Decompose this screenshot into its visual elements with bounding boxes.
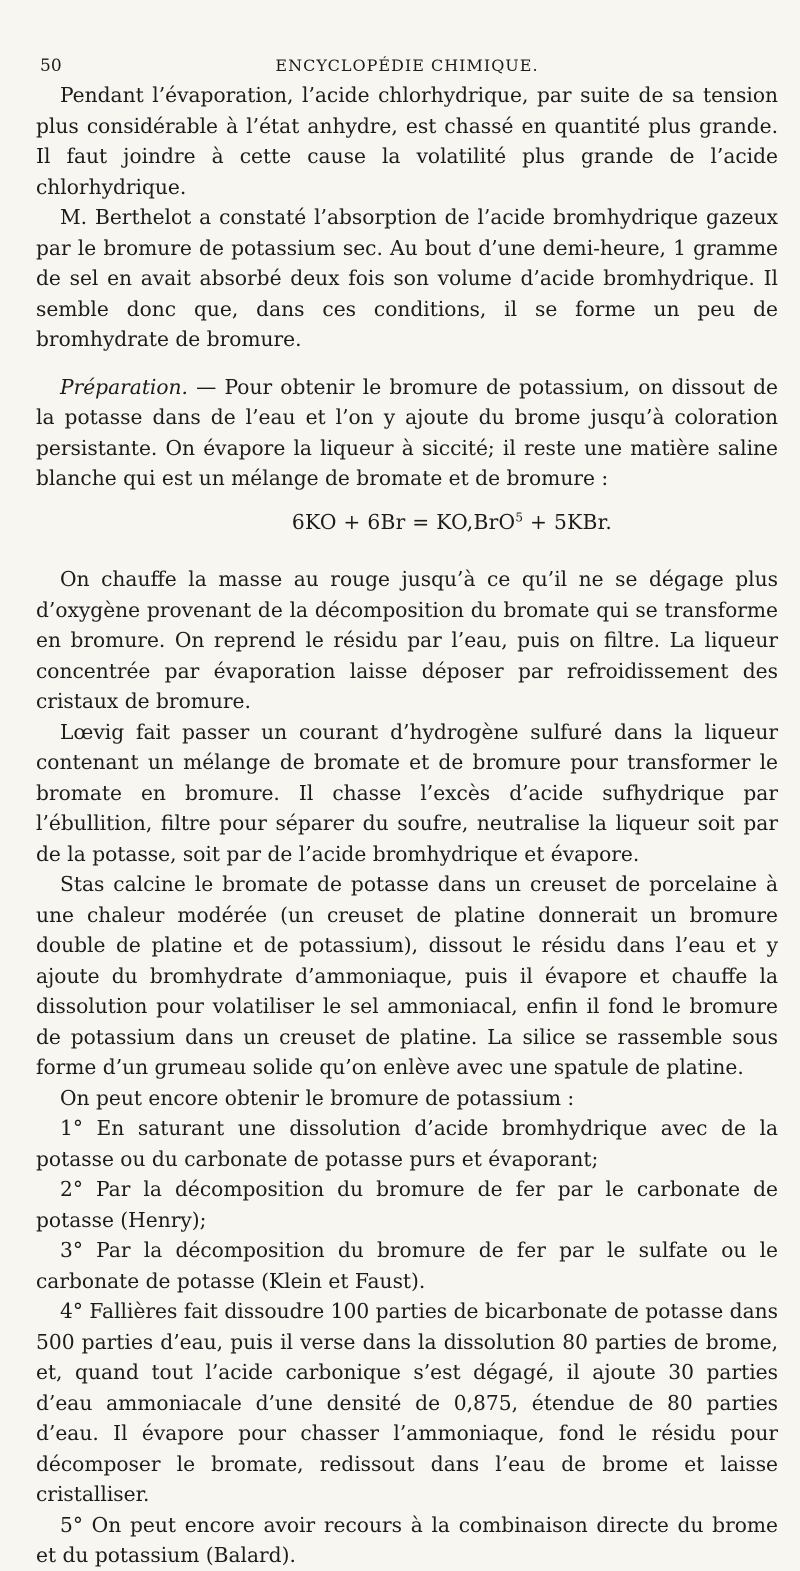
document-page (36, 50, 778, 1571)
chemical-equation (36, 507, 778, 538)
paragraph-evaporation: Pendant l’évaporation, l’acide chlorhydrique, par suite de sa tension plus considérable à l’état anhydre, est chassé en quantité plus grande. Il faut joindre à cette cause la volatilité plus grande de l’acide chlorhydrique. (36, 83, 778, 199)
body-text (36, 80, 778, 1571)
paragraph-method-3: 3° Par la décomposition du bromure de fer par le sulfate ou le carbonate de potasse (Klein et Faust). (36, 1238, 778, 1293)
paragraph-method-1: 1° En saturant une dissolution d’acide bromhydrique avec de la potasse ou du carbonate de potasse purs et évaporant; (36, 1116, 778, 1171)
paragraph-stas: Stas calcine le bromate de potasse dans un creuset de porcelaine à une chaleur modérée (un creuset de platine donnerait un bromure double de platine et de potassium), dissout le résidu dans l’eau et y ajoute du bromhydrate d’ammoniaque, puis il évapore et chauffe la dissolution pour volatiliser le sel ammoniacal, enfin il fond le bromure de potassium dans un creuset de platine. La silice se rassemble sous forme d’un grumeau solide qu’on enlève avec une spatule de platine. (36, 872, 778, 1079)
paragraph-method-4: 4° Fallières fait dissoudre 100 parties de bicarbonate de potasse dans 500 parties d’eau, puis il verse dans la dissolution 80 parties de brome, et, quand tout l’acide carbonique s’est dégagé, il ajoute 30 parties d’eau ammoniacale d’une densité de 0,875, étendue de 80 parties d’eau. Il évapore pour chasser l’ammoniaque, fond le résidu pour décomposer le bromate, redissout dans l’eau de brome et laisse cristalliser. (36, 1299, 778, 1506)
paragraph-heating: On chauffe la masse au rouge jusqu’à ce qu’il ne se dégage plus d’oxygène provenant de la décomposition du bromate qui se transforme en bromure. On reprend le résidu par l’eau, puis on filtre. La liqueur concentrée par évaporation laisse déposer par refroidissement des cristaux de bromure. (36, 567, 778, 713)
paragraph-loevig: Lœvig fait passer un courant d’hydrogène sulfuré dans la liqueur contenant un mélange de bromate et de bromure pour transformer le bromate en bromure. Il chasse l’excès d’acide sufhydrique par l’ébullition, filtre pour séparer du soufre, neutralise la liqueur soit par de la potasse, soit par de l’acide bromhydrique et évapore. (36, 719, 778, 866)
equation-right: + 5KBr. (523, 509, 613, 534)
preparation-text: — Pour obtenir le bromure de potassium, on dissout de la potasse dans de l’eau et l’on y ajoute du brome jusqu’à coloration persistante. On évapore la liqueur à siccité; il reste une matière saline blanche qui est un mélange de bromate et de bromure : (36, 374, 778, 490)
equation-left: 6KO + 6Br = KO,BrO (291, 509, 516, 534)
page-number: 50 (40, 56, 62, 76)
running-title: ENCYCLOPÉDIE CHIMIQUE. (275, 56, 539, 75)
preparation-heading: Préparation. (60, 374, 188, 399)
equation-superscript: 5 (515, 509, 524, 524)
paragraph-method-5: 5° On peut encore avoir recours à la combinaison directe du brome et du potassium (Balard). (36, 1512, 778, 1567)
paragraph-preparation (36, 372, 778, 494)
paragraph-berthelot: M. Berthelot a constaté l’absorption de l’acide bromhydrique gazeux par le bromure de potassium sec. Au bout d’une demi-heure, 1 gramme de sel en avait absorbé deux fois son volume d’acide bromhydrique. Il semble donc que, dans ces conditions, il se forme un peu de bromhydrate de bromure. (36, 205, 778, 351)
paragraph-method-2: 2° Par la décomposition du bromure de fer par le carbonate de potasse (Henry); (36, 1177, 778, 1232)
page-header (36, 50, 778, 80)
paragraph-methods-intro: On peut encore obtenir le bromure de potassium : (60, 1085, 575, 1110)
